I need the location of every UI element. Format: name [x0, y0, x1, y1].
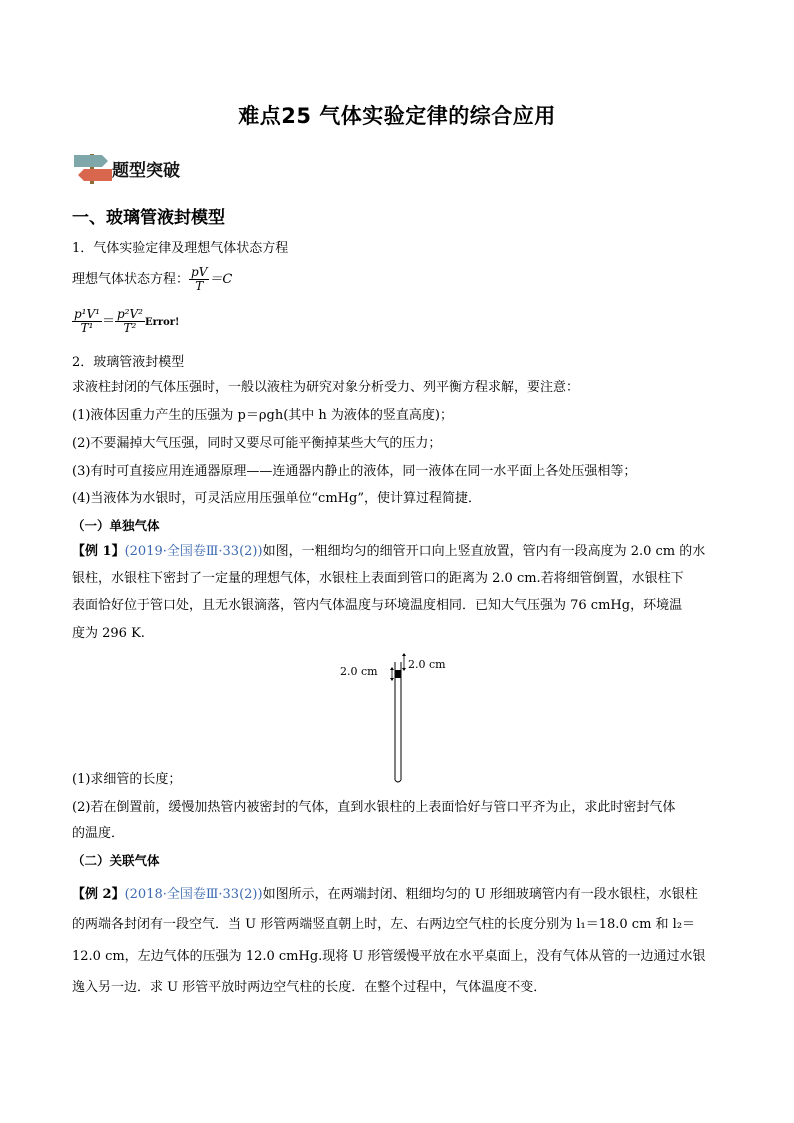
note-2: (2)不要漏掉大气压强，同时又要尽可能平衡掉某些大气的压力；: [72, 436, 442, 451]
question-2-line-1: (2)若在倒置前，缓慢加热管内被密封的气体，直到水银柱的上表面恰好与管口平齐为止，求此时密封气体: [72, 800, 676, 815]
tube-gap-label: 2.0 cm: [408, 658, 446, 671]
mercury-height-label: 2.0 cm: [340, 665, 378, 678]
example-2-line-3: 12.0 cm，左边气体的压强为 12.0 cmHg.现将 U 形管缓慢平放在水平桌面上，没有气体从管的一边通过水银: [72, 949, 706, 964]
example-1-line-2: 银柱，水银柱下密封了一定量的理想气体，水银柱上表面到管口的距离为 2.0 cm.若将细管倒置，水银柱下: [72, 571, 684, 586]
equation-label: 理想气体状态方程：: [72, 272, 190, 287]
example-2-line-4: 逸入另一边．求 U 形管平放时两边空气柱的长度．在整个过程中，气体温度不变．: [72, 980, 547, 995]
example-1-line-3: 表面恰好位于管口处，且无水银滴落，管内气体温度与环境温度相同．已知大气压强为 76 cmHg，环境温: [72, 598, 683, 613]
example-2-line-2: 的两端各封闭有一段空气．当 U 形管两端竖直朝上时，左、右两边空气柱的长度分别为 l₁＝18.0 cm 和 l₂＝: [72, 917, 696, 932]
error-marker: Error!: [144, 317, 180, 328]
ideal-gas-equation: [72, 266, 232, 293]
example-2-tag: 【例 2】: [72, 887, 125, 902]
item-2: 2．玻璃管液封模型: [72, 355, 185, 370]
page-title: 难点25 气体实验定律的综合应用: [238, 104, 556, 128]
note-3: (3)有时可直接应用连通器原理——连通器内静止的液体，同一液体在同一水平面上各处压强相等；: [72, 464, 637, 479]
subsection-linked-gas: （二）关联气体: [72, 853, 160, 868]
example-1-line-1: 【例 1】(2019·全国卷Ⅲ·33(2))如图，一粗细均匀的细管开口向上竖直放置，管内有一段高度为 2.0 cm 的水: [72, 544, 706, 559]
equation-rhs: ＝C: [209, 272, 233, 287]
tube-figure: [340, 650, 460, 785]
fraction-pv-t: $\frac{pV}{T}$: [191, 265, 208, 293]
note-1: (1)液体因重力产生的压强为 p＝ρgh(其中 h 为液体的竖直高度)；: [72, 408, 453, 423]
badge-label: 题型突破: [112, 161, 180, 181]
example-1-source: (2019·全国卷Ⅲ·33(2)): [124, 544, 263, 559]
intro-text: 求液柱封闭的气体压强时，一般以液柱为研究对象分析受力、列平衡方程求解，要注意：: [72, 380, 580, 395]
item-1: 1．气体实验定律及理想气体状态方程: [72, 241, 289, 256]
signpost-icon: [72, 150, 114, 186]
fraction-state-2: $\frac{\text{p²V²}}{\text{T²}}$: [116, 307, 143, 335]
subsection-single-gas: （一）单独气体: [72, 518, 160, 533]
state-equation: $\frac{\text{p¹V¹}}{\text{T¹}}$ ＝ $\frac{\text{p²V²}}{\text{T²}}$ Error!: [74, 307, 180, 335]
fraction-state-1: $\frac{\text{p¹V¹}}{\text{T¹}}$: [74, 307, 100, 335]
example-1-line-4: 度为 296 K.: [72, 626, 145, 641]
section-heading: 一、玻璃管液封模型: [72, 208, 225, 228]
question-2-line-2: 的温度．: [72, 826, 125, 841]
example-2-line-1: 【例 2】(2018·全国卷Ⅲ·33(2))如图所示，在两端封闭、粗细均匀的 U 形细玻璃管内有一段水银柱，水银柱: [72, 887, 698, 902]
section-badge: [72, 150, 212, 186]
example-2-source: (2018·全国卷Ⅲ·33(2)): [124, 887, 263, 902]
note-4: (4)当液体为水银时，可灵活应用压强单位“cmHg”，使计算过程简捷．: [72, 491, 481, 506]
example-1-tag: 【例 1】: [72, 544, 125, 559]
question-1: (1)求细管的长度；: [72, 772, 182, 787]
